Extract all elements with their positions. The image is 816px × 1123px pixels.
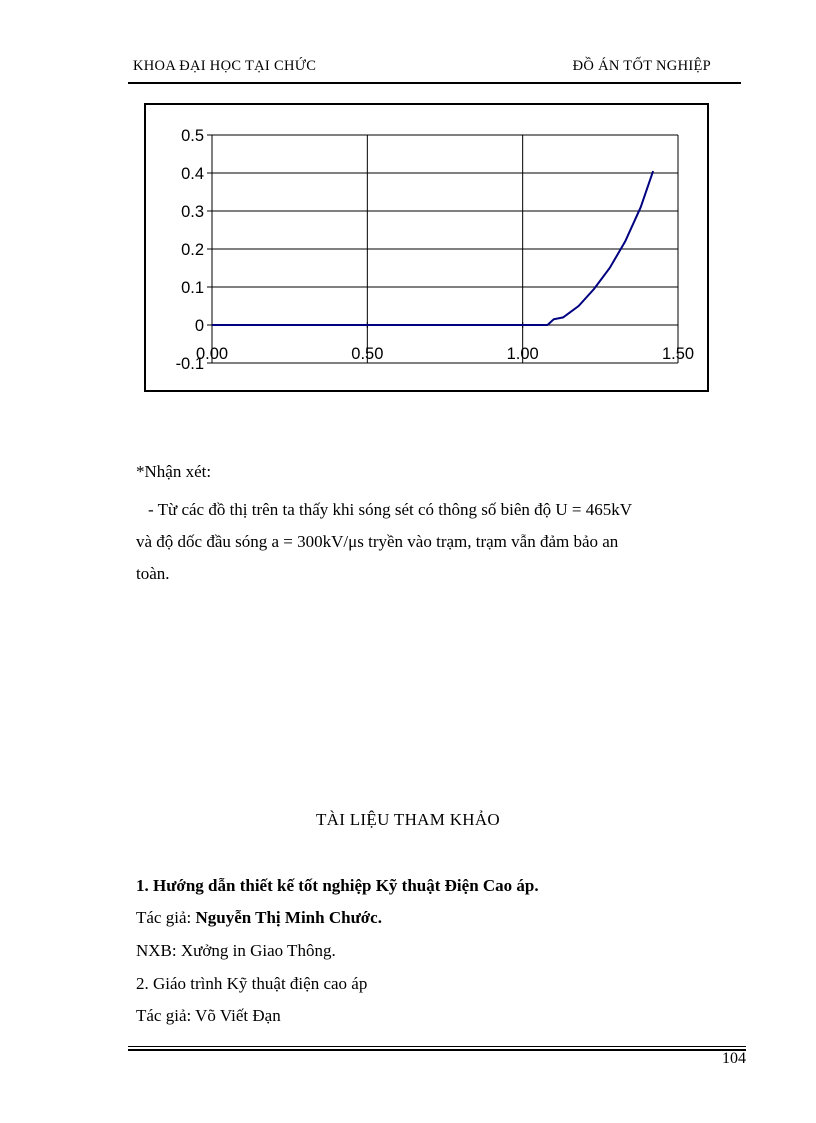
remark-title: *Nhận xét: — [136, 462, 212, 481]
y-tick-label: 0.5 — [181, 127, 204, 145]
x-tick-label: 0.50 — [351, 345, 384, 363]
footer-rule — [128, 1046, 746, 1047]
references-heading: TÀI LIỆU THAM KHẢO — [315, 810, 501, 829]
line-chart — [146, 105, 707, 390]
header-title: ĐỒ ÁN TỐT NGHIỆP — [572, 58, 711, 74]
reference-2-title: 2. Giáo trình Kỹ thuật điện cao áp — [136, 974, 368, 993]
x-tick-label: 1.50 — [661, 345, 695, 363]
y-tick-label: 0.4 — [181, 165, 204, 183]
reference-1-author-line — [136, 908, 382, 928]
remark-body — [136, 494, 716, 590]
remark-line: và độ dốc đầu sóng a = 300kV/μs tryền vào trạm, trạm vẫn đảm bảo an — [136, 532, 619, 551]
y-tick-label: -0.1 — [175, 355, 204, 373]
x-tick-label: 0.00 — [195, 345, 229, 363]
y-tick-label: 0.3 — [181, 203, 204, 221]
x-tick-label: 1.00 — [506, 345, 539, 363]
y-tick-label: 0.1 — [181, 279, 204, 297]
reference-1-publisher: NXB: Xưởng in Giao Thông. — [136, 941, 336, 960]
header-faculty: KHOA ĐẠI HỌC TẠI CHỨC — [133, 58, 317, 74]
header-rule — [128, 82, 741, 84]
footer-rule — [128, 1049, 746, 1051]
remark-line: toàn. — [136, 564, 170, 583]
reference-1-author-label: Tác giả: — [136, 908, 196, 927]
y-tick-label: 0 — [194, 317, 204, 335]
reference-1-title: 1. Hướng dẫn thiết kế tốt nghiệp Kỹ thuật Điện Cao áp. — [136, 876, 539, 895]
reference-2-author: Tác giả: Võ Viết Đạn — [136, 1006, 281, 1025]
page-header — [133, 58, 711, 78]
series-line — [212, 171, 653, 325]
reference-1-author: Nguyễn Thị Minh Chước. — [195, 908, 382, 927]
chart-frame — [144, 103, 709, 392]
page-number: 104 — [722, 1050, 746, 1067]
y-tick-label: 0.2 — [181, 241, 204, 259]
remark-line: - Từ các đồ thị trên ta thấy khi sóng sét có thông số biên độ U = 465kV — [148, 500, 633, 519]
